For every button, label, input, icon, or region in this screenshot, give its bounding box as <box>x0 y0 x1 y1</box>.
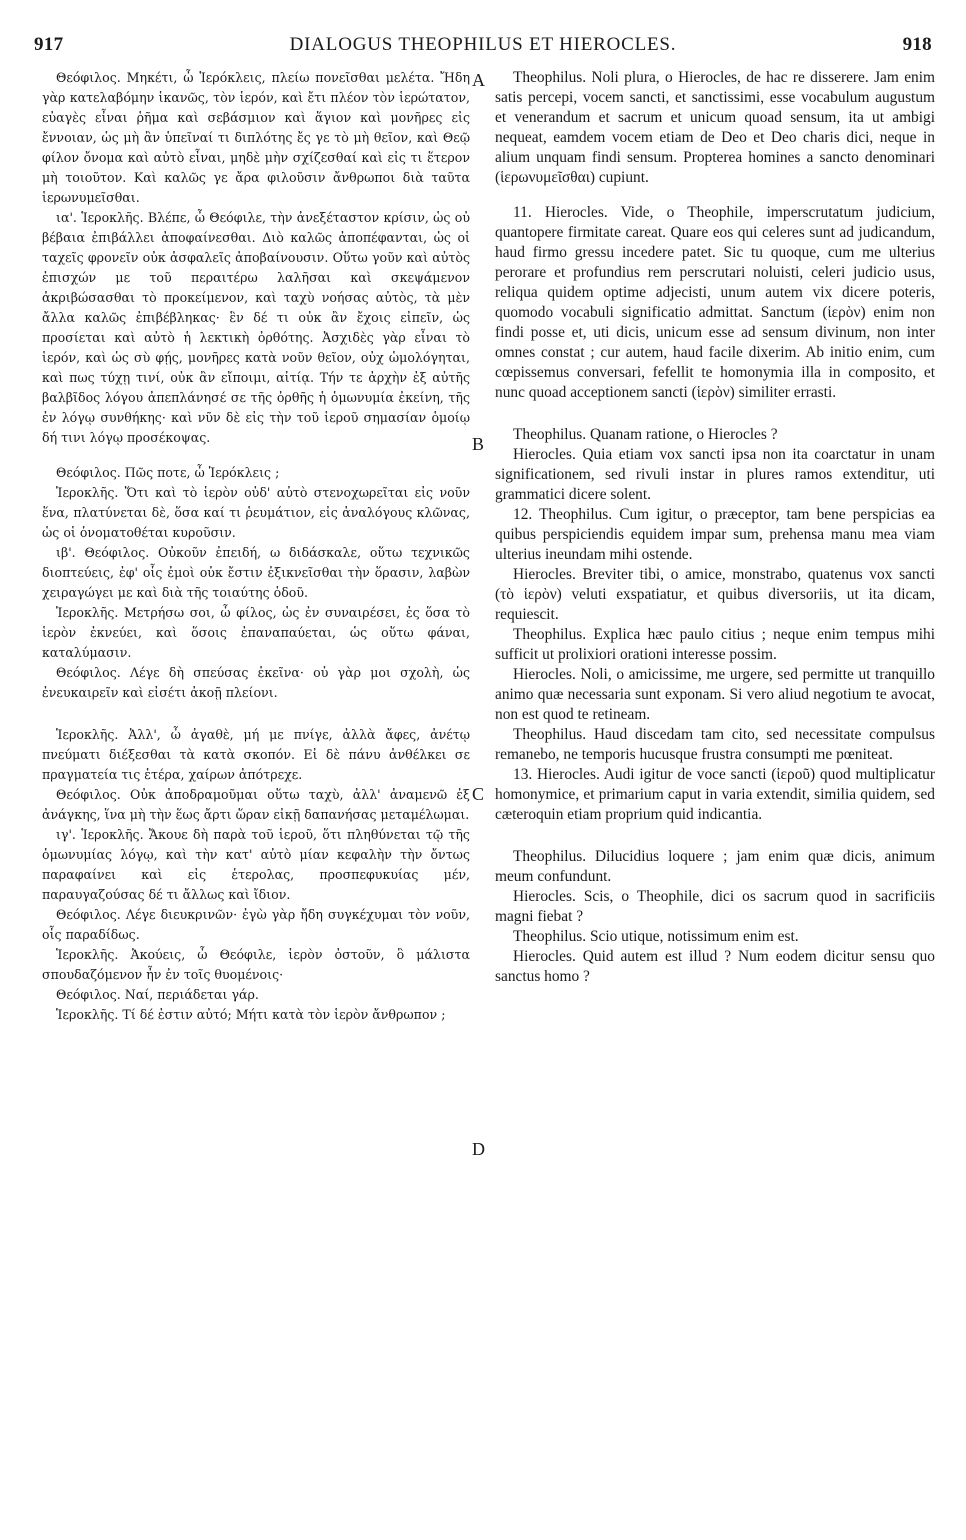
greek-paragraph: Ἱεροκλῆς. Ἀλλ', ὦ ἀγαθὲ, μή με πνίγε, ἀλλὰ ἄφες, ἀνέτῳ πνεύματι διέξεσθαι τὰ κατὰ σκοπόν. Εἰ δὲ πάνυ ἀνθέλκει σε πραγματεία τις ἑτέρα, χαίρων ἀπότρεχε. <box>42 727 470 782</box>
greek-paragraph: Θεόφιλος. Μηκέτι, ὦ Ἱερόκλεις, πλείω πονεῖσθαι μελέτα. Ἤδη γὰρ κατελαβόμην ἱκανῶς, τὸν ἱερόν, καὶ ἔτι πλέον τὸν ἱερώτατον, εὐαγὲς εἶναι ῥῆμα καὶ σεβάσμιον καὶ ἅγιον καὶ μονῆρες εἰς ἔννοιαν, ὡς μὴ ἂν ὑπεῖναί τι διπλότης ἔς γε τὸ μὴ θεῖον, καὶ Θεῷ φίλον ὄνομα καὶ αὐτὸ εἶναι, μηδὲ μὴν σχίζεσθαί καὶ εἰς τι ἕτερον μὴ τοιοῦτον. Καὶ καλῶς γε ἄρα φιλοῦσιν ἄνθρωποι διὰ ταῦτα ἱερωνυμεῖσθαι. <box>42 70 470 205</box>
greek-paragraph: Ἱεροκλῆς. Μετρήσω σοι, ὦ φίλος, ὡς ἐν συναιρέσει, ἐς ὅσα τὸ ἱερὸν ἐκνεύει, καὶ ὅσοις ἐπαναπαύεται, ὡς οὕτω φάναι, καταλύμασιν. <box>42 605 470 660</box>
latin-paragraph: Hierocles. Noli, o amicissime, me urgere, sed permitte ut tranquillo animo quæ necessaria sunt exponam. Si vero aliud negotium te avocat, non est quod te retineam. <box>495 666 935 723</box>
greek-paragraph: Θεόφιλος. Λέγε δὴ σπεύσας ἐκεῖνα· οὐ γὰρ μοι σχολὴ, ὡς ἐνευκαιρεῖν καὶ εἰσέτι ἀκοῇ πλείονι. <box>42 665 470 700</box>
latin-paragraph: Theophilus. Haud discedam tam cito, sed necessitate compulsus remanebo, ne temporis hucusque frustra consumpti me pœniteat. <box>495 726 935 763</box>
latin-paragraph: Hierocles. Quid autem est illud ? Num eodem dicitur sensu quo sanctus homo ? <box>495 948 935 985</box>
greek-paragraph: ιγ'. Ἱεροκλῆς. Ἄκουε δὴ παρὰ τοῦ ἱεροῦ, ὅτι πληθύνεται τῷ τῆς ὁμωνυμίας λόγῳ, καὶ τὴν κατ' αὐτὸ μίαν κεφαλὴν τὴν ὄντως παραφαίνει καὶ εἰς ἑτερολας, προσπεφυκυίας μέν, παραυγαζούσας δέ τι ἄλλως καὶ ἴδιον. <box>42 827 470 902</box>
left-page-number: 917 <box>34 34 64 55</box>
page-header <box>34 34 932 60</box>
latin-paragraph: 12. Theophilus. Cum igitur, o præceptor, tam bene perspicias ea quibus perspiciendis equidem impar sum, prehensa manu mea viam ulterius ineundam mihi ostende. <box>495 506 935 563</box>
greek-paragraph: Θεόφιλος. Ναί, περιάδεται γάρ. <box>56 987 259 1002</box>
latin-paragraph: Hierocles. Quia etiam vox sancti ipsa non ita coarctatur in unam significationem, sed rivuli instar in plures ramos extenditur, uti grammatici dicere solent. <box>495 446 935 503</box>
margin-marker-b: B <box>472 434 485 454</box>
margin-marker-d: D <box>472 1139 485 1159</box>
greek-paragraph: Θεόφιλος. Οὐκ ἀποδραμοῦμαι οὕτω ταχὺ, ἀλλ' ἀναμενῶ ἐξ ἀνάγκης, ἵνα μὴ τὴν ἕως ἄρτι ὥραν εἰκῇ δαπανήσας μεταμέλωμαι. <box>42 787 470 822</box>
right-page-number: 918 <box>902 34 932 55</box>
latin-paragraph: 11. Hierocles. Vide, o Theophile, imperscrutatum judicium, quantopere firmitate careat. Quare eos qui celeres sunt ad judicandum, haud firmo gressu incedere patet. Sic tu quoque, cum me ulterius perorare et profundius rem perscrutari noluisti, celeri judicio usus, reliqua quidem optime adjecisti, unum autem vix dicere poteris, quomodo vocabuli significatio admittat. Sanctum (ἱερὸν) enim non findi posse et, uti dicis, unicum esse ad sensum divinum, non inter omnes constat ; cur autem, haud facile dixerim. Ab initio enim, cum cœpissemus conversari, fefellit te homonymia illa in composito, et nunc quoad acceptionem sancti (ἱερὸν) similiter errasti. <box>495 204 935 401</box>
greek-paragraph: ιβ'. Θεόφιλος. Οὐκοῦν ἐπειδή, ω διδάσκαλε, οὕτω τεχνικῶς διοπτεύεις, ἐφ' οἷς ἐμοὶ οὐκ ἔστιν ἐξικνεῖσθαι τὴν ὅρασιν, λαβὼν χειραγώγει με καὶ διὰ τῆς τοιαύτης ὁδοῦ. <box>42 545 470 600</box>
greek-paragraph: Ἱεροκλῆς. Ἀκούεις, ὦ Θεόφιλε, ἱερὸν ὀστοῦν, ὃ μάλιστα σπουδαζόμενον ἦν ἐν τοῖς θυομένοις· <box>42 947 470 982</box>
greek-paragraph: Θεόφιλος. Λέγε διευκρινῶν· ἐγὼ γὰρ ἤδη συγκέχυμαι τὸν νοῦν, οἷς παραδίδως. <box>42 907 470 942</box>
latin-paragraph: Hierocles. Scis, o Theophile, dici os sacrum quod in sacrificiis magni fiebat ? <box>495 888 935 925</box>
latin-paragraph: 13. Hierocles. Audi igitur de voce sancti (ἱεροῦ) quod multiplicatur homonymice, et primarium caput in varia extendit, similia quidem, sed cæteroquin etiam proprium quid indicantia. <box>495 766 935 823</box>
latin-paragraph: Theophilus. Explica hæc paulo citius ; neque enim tempus mihi sufficit ut prolixiori orationi interesse possim. <box>495 626 935 663</box>
margin-marker-a: A <box>472 70 485 90</box>
margin-marker-c: C <box>472 784 485 804</box>
latin-paragraph: Hierocles. Breviter tibi, o amice, monstrabo, quatenus vox sancti (τὸ ἱερὸν) veluti exspatiatur, et quibus diversoriis, ut ita dicam, requiescit. <box>495 566 935 623</box>
greek-paragraph: Θεόφιλος. Πῶς ποτε, ὦ Ἱερόκλεις ; <box>56 465 280 480</box>
greek-paragraph: Ἱεροκλῆς. Τί δέ ἐστιν αὐτό; Μήτι κατὰ τὸν ἱερὸν ἄνθρωπον ; <box>56 1007 446 1022</box>
greek-paragraph: Ἱεροκλῆς. Ὅτι καὶ τὸ ἱερὸν οὐδ' αὐτὸ στενοχωρεῖται εἰς νοῦν ἕνα, πλατύνεται δὲ, ὅσα καί τι ῥευμάτιον, εἰς ἀναλόγους κλῶνας, ὡς οἱ ὀνοματοθέται κυροῦσιν. <box>42 485 470 540</box>
latin-paragraph: Theophilus. Noli plura, o Hierocles, de hac re disserere. Jam enim satis percepi, vocem sancti, et sanctissimi, esse vocabulum augustum et venerandum et sacrum et unicum quoad sensum, ita ut ambigi nequeat, eamdem vocem etiam de Deo et Deo charis dici, neque in alium unquam findi sensum. Propterea homines a sancto denominari (ἱερωνυμεῖσθαι) cupiunt. <box>495 69 935 186</box>
latin-paragraph: Theophilus. Scio utique, notissimum enim est. <box>513 928 799 945</box>
latin-paragraph: Theophilus. Dilucidius loquere ; jam enim quæ dicis, animum meum confundunt. <box>495 848 935 885</box>
running-title: DIALOGUS THEOPHILUS ET HIEROCLES. <box>289 34 677 55</box>
greek-paragraph: ια'. Ἱεροκλῆς. Βλέπε, ὦ Θεόφιλε, τὴν ἀνεξέταστον κρίσιν, ὡς οὐ βέβαια ἐπιβάλλει ἀποφαίνεσθαι. Διὸ καλῶς ἀποπέφανται, ὡς οἱ ταχεῖς φρονεῖν οὐκ ἀσφαλεῖς ἀποβαίνουσιν. Οὕτω γοῦν καὶ αὐτὸς ἐπισχών με τοῦ περαιτέρω λαλῆσαι καὶ σκεψάμενον ἀκριβώσασθαι τὸ προκείμενον, καὶ ταχὺ νοήσας αὐτὸς, τὰ μὲν ἄλλα καλῶς ἐπιβέβληκας· ἓν δέ τι οὐκ ἂν ἔχοις εἰπεῖν, ὡς προσίεται καὶ αὐτὸ ἡ λεκτικὴ ὀρθότης. Ἀσχιδὲς γὰρ εἶναι τὸ ἱερόν, καὶ ὡς σὺ φῄς, μονῆρες κατὰ νοῦν θεῖον, οὐχ ὡμολόγηται, καὶ πως τύχῃ τινί, οὐκ ἂν εἴποιμι, αἰτίᾳ. Τήν τε ἀρχὴν ἐξ αὐτῆς βαλβῖδος λόγου ἀπεπλάνησέ σε τῆς ὀρθῆς ἡ ὁμωνυμία ἐκείνη, τῆς ἐν λόγῳ συνθήκης· καὶ νῦν δὲ εἰς τὴν τοῦ ἱεροῦ σημασίαν ὁμοίῳ δή τινι λόγῳ προσέκοψας. <box>42 210 470 445</box>
greek-column <box>42 68 470 1025</box>
latin-column <box>495 68 935 987</box>
latin-paragraph: Theophilus. Quanam ratione, o Hierocles ? <box>513 426 778 443</box>
